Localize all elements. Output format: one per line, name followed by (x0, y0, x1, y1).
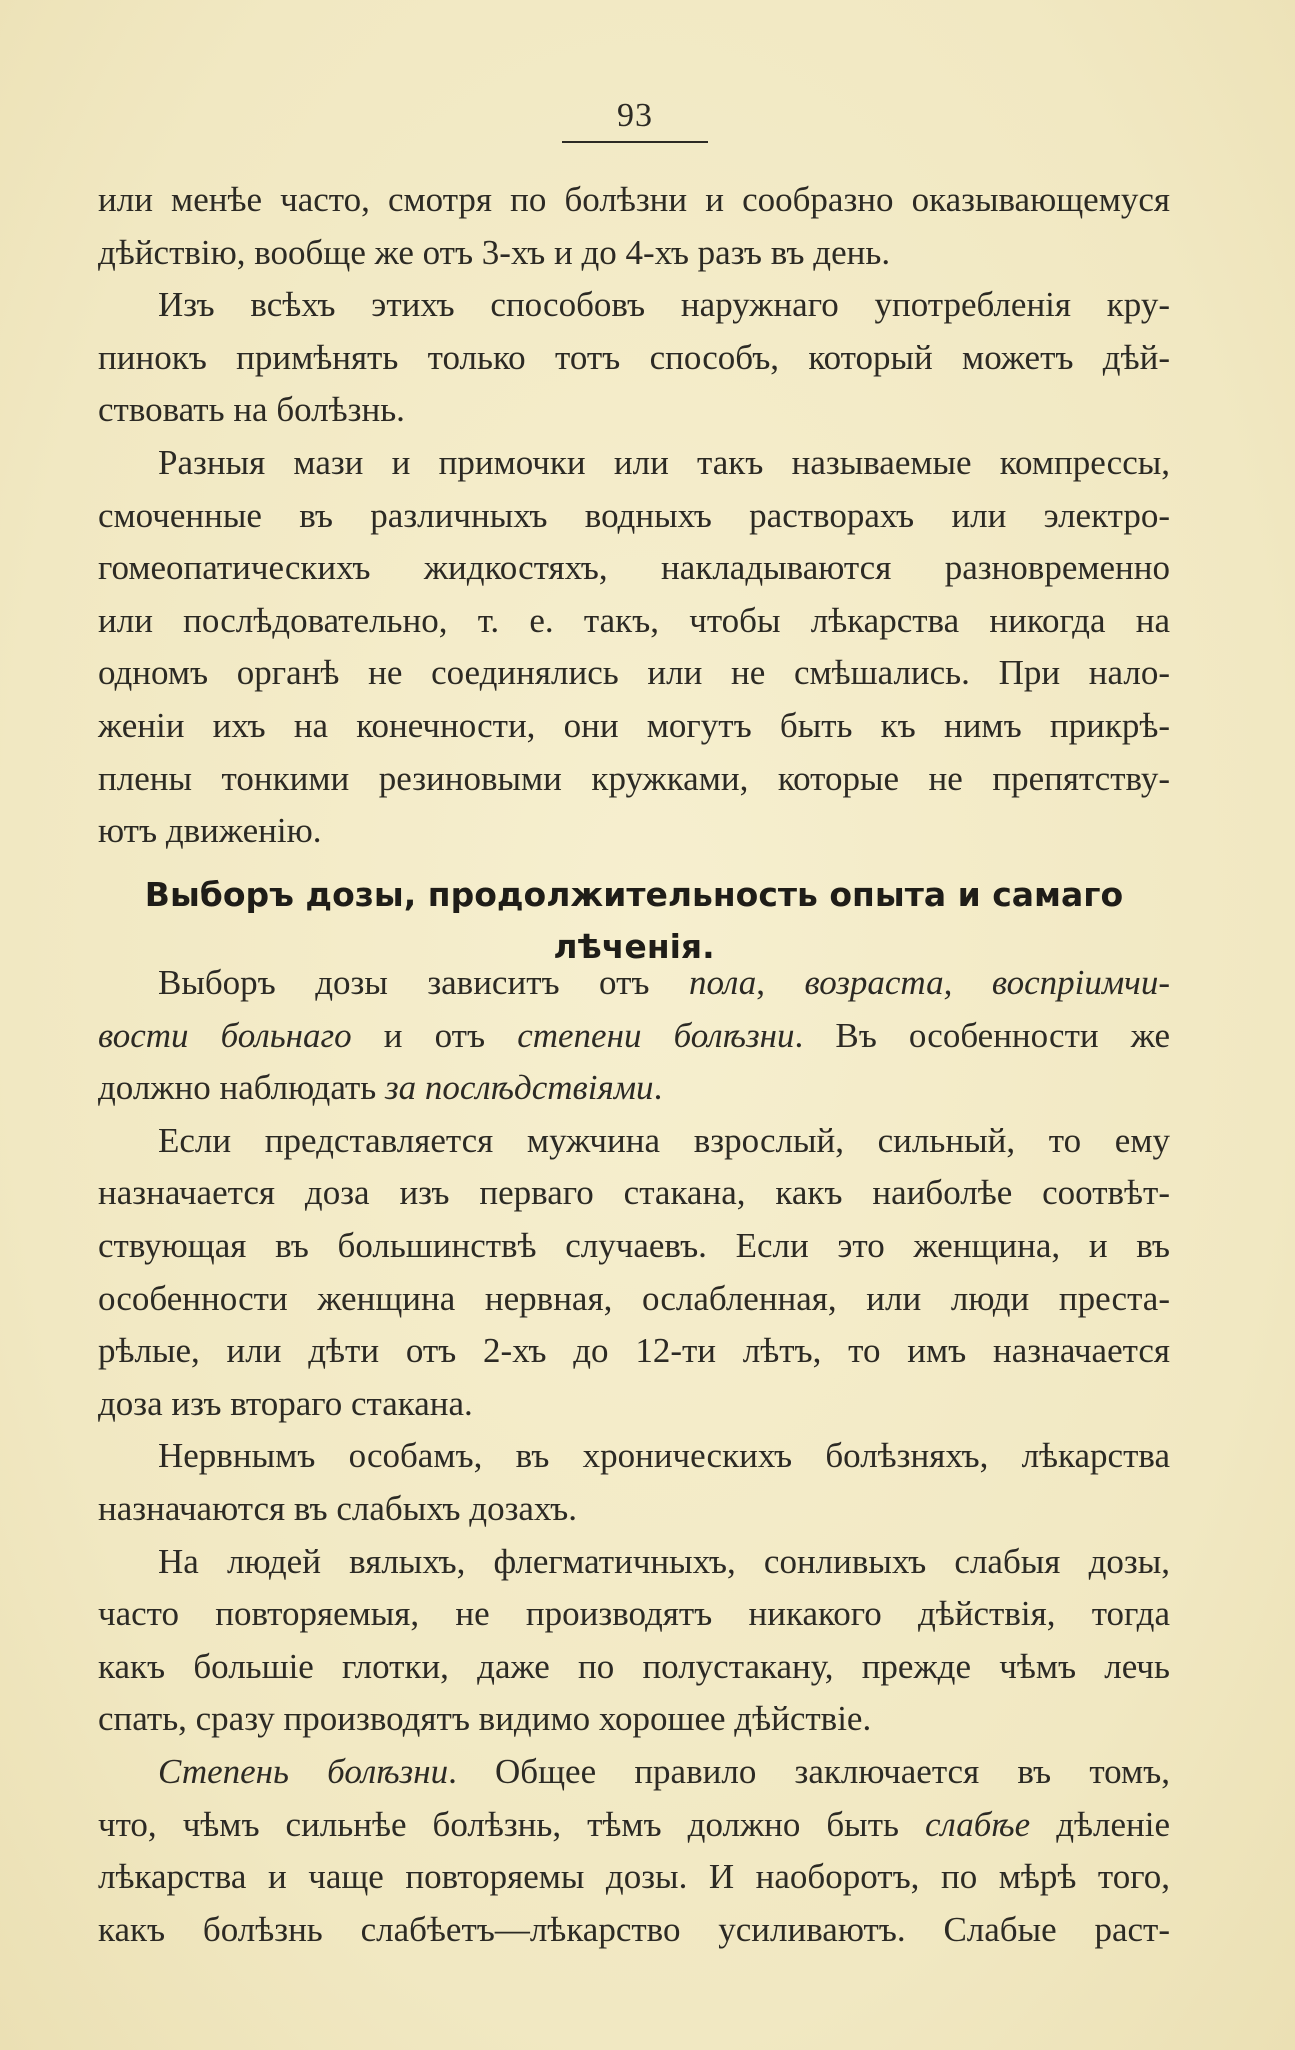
paragraph-line: Изъ всѣхъ этихъ способовъ наружнаго употребленія кру- (158, 285, 1170, 325)
heading-line-2: лѣченія. (553, 927, 715, 966)
paragraph-line: или менѣе часто, смотря по болѣзни и сообразно оказывающемуся (98, 180, 1170, 219)
paragraph-line: одномъ органѣ не соединялись или не смѣшались. При нало- (98, 653, 1170, 693)
paragraph-line: Выборъ дозы зависитъ отъ пола, возраста, воспріимчи- (158, 963, 1171, 1002)
paragraph-line: что, чѣмъ сильнѣе болѣзнь, тѣмъ должно быть слабѣе дѣленіе (98, 1804, 1170, 1844)
paragraph-line: ствовать на болѣзнь. (98, 390, 405, 430)
paragraph-line: какъ большіе глотки, даже по полустакану, прежде чѣмъ лечь (98, 1646, 1170, 1686)
paragraph-line: особенности женщина нервная, ослабленная, или люди преста- (98, 1278, 1170, 1318)
paragraph-line: лѣкарства и чаще повторяемы дозы. И наоборотъ, по мѣрѣ того, (98, 1857, 1170, 1897)
paragraph-line: спать, сразу производятъ видимо хорошее дѣйствіе. (98, 1699, 872, 1739)
paragraph-line: ютъ движенію. (98, 811, 322, 851)
section-text-1 (98, 174, 1170, 858)
paragraph-line: назначается доза изъ перваго стакана, какъ наиболѣе соотвѣт- (98, 1173, 1170, 1213)
header-rule (562, 141, 708, 143)
paragraph-line: женіи ихъ на конечности, они могутъ быть къ нимъ прикрѣ- (98, 705, 1170, 745)
page-number: 93 (617, 97, 653, 134)
paragraph-line: пинокъ примѣнять только тотъ способъ, который можетъ дѣй- (98, 337, 1170, 377)
paragraph-line: или послѣдовательно, т. е. такъ, чтобы лѣкарства никогда на (98, 600, 1170, 640)
paragraph-line: Нервнымъ особамъ, въ хроническихъ болѣзняхъ, лѣкарства (158, 1436, 1170, 1476)
paragraph-line: плены тонкими резиновыми кружками, которые не препятству- (98, 758, 1170, 798)
paragraph-line: должно наблюдать за послѣдствіями. (98, 1068, 663, 1108)
paragraph-line: какъ болѣзнь слабѣетъ—лѣкарство усиливаютъ. Слабые раст- (98, 1909, 1170, 1949)
paragraph-line: Если представляется мужчина взрослый, сильный, то ему (158, 1120, 1170, 1160)
paragraph-line: Степень болѣзни. Общее правило заключается въ томъ, (158, 1751, 1170, 1791)
paragraph-line: смоченные въ различныхъ водныхъ растворахъ или электро- (98, 495, 1170, 535)
paragraph-line: дѣйствію, вообще же отъ 3-хъ и до 4-хъ разъ въ день. (98, 232, 891, 272)
paragraph-line: Разныя мази и примочки или такъ называемые компрессы, (158, 442, 1170, 482)
paragraph-line: ствующая въ большинствѣ случаевъ. Если это женщина, и въ (98, 1225, 1170, 1265)
heading-line-1: Выборъ дозы, продолжительность опыта и самаго (144, 875, 1124, 914)
paragraph-line: часто повторяемыя, не производятъ никакого дѣйствія, тогда (98, 1594, 1170, 1634)
paragraph-line: вости больнаго и отъ степени болѣзни. Въ особенности же (98, 1015, 1170, 1055)
paragraph-group (98, 1115, 1170, 1746)
paragraph-line: назначаются въ слабыхъ дозахъ. (98, 1488, 577, 1528)
section-text-2 (98, 957, 1170, 1956)
paragraph-line: рѣлые, или дѣти отъ 2-хъ до 12-ти лѣтъ, то имъ назначается (98, 1331, 1170, 1371)
paragraph-line: доза изъ втораго стакана. (98, 1383, 473, 1423)
paragraph-line: На людей вялыхъ, флегматичныхъ, сонливыхъ слабыя дозы, (158, 1541, 1170, 1581)
paragraph-line: гомеопатическихъ жидкостяхъ, накладываются разновременно (98, 548, 1170, 588)
